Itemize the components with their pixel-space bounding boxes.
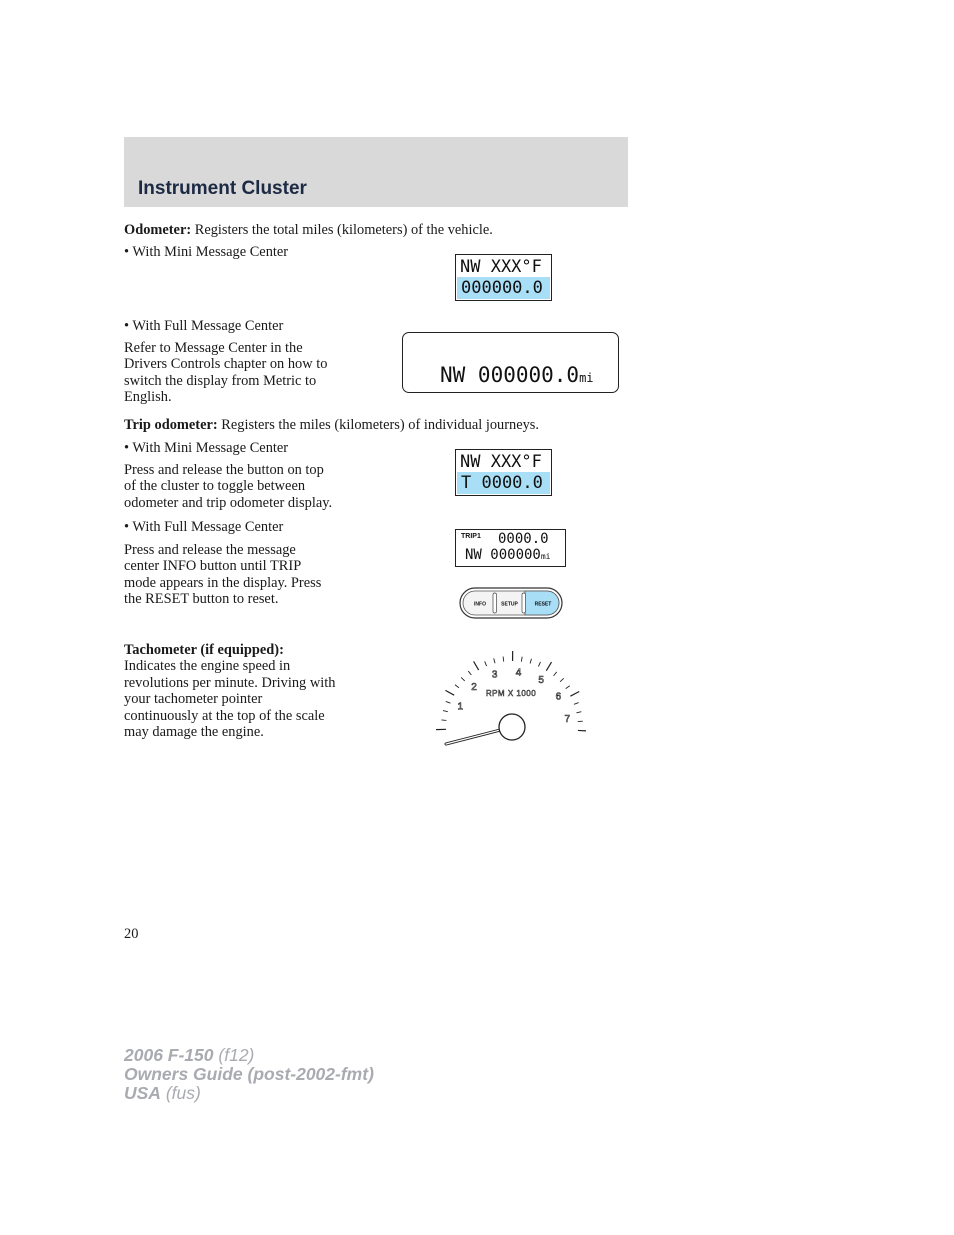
trip-full-note-line: the RESET button to reset.	[124, 591, 279, 608]
tachometer-tick	[578, 730, 586, 731]
trip-paragraph	[124, 417, 539, 433]
section-header	[124, 137, 628, 207]
tach-desc-line: your tachometer pointer	[124, 691, 263, 708]
tachometer-gauge	[436, 648, 586, 750]
trip-full-note-line: mode appears in the display. Press	[124, 574, 322, 591]
footer-model-code: (f12)	[218, 1045, 255, 1065]
footer-line-guide	[124, 1065, 374, 1084]
odometer-note-line: switch the display from Metric to	[124, 372, 317, 389]
tachometer-tick	[494, 658, 495, 663]
tachometer-tick	[474, 661, 479, 670]
page-number: 20	[124, 926, 139, 942]
tachometer-number: 4	[515, 667, 522, 679]
tachometer-tick	[570, 692, 579, 697]
odometer-desc: Registers the total miles (kilometers) of the vehicle.	[194, 222, 493, 238]
tachometer-hub	[499, 714, 525, 740]
full-trip-display	[455, 529, 566, 567]
trip-full-note-line: Press and release the message	[124, 542, 296, 558]
full-odometer-unit: mi	[579, 371, 594, 385]
tachometer-tick	[445, 690, 454, 695]
tachometer-number: 1	[457, 701, 464, 713]
tach-desc-line: revolutions per minute. Driving with	[124, 674, 336, 691]
footer-market-code: (fus)	[165, 1083, 201, 1103]
tachometer-tick	[468, 671, 471, 675]
footer-guide: Owners Guide (post-2002-fmt)	[124, 1064, 374, 1084]
tachometer-tick	[521, 657, 522, 662]
tachometer-tick	[566, 686, 570, 689]
tachometer-number: 5	[538, 675, 544, 687]
odometer-note-line: Drivers Controls chapter on how to	[124, 356, 328, 373]
trip-label: TRIP1	[461, 533, 481, 540]
footer-market: USA	[124, 1083, 161, 1103]
mini-odometer-line2: 000000.0	[457, 277, 550, 299]
mini-trip-display	[455, 449, 552, 496]
odometer-paragraph	[124, 222, 493, 238]
tachometer-tick	[574, 703, 579, 705]
full-trip-value: NW 000000	[465, 547, 541, 563]
trip-bullet-mini: • With Mini Message Center	[124, 440, 289, 456]
page-footer	[124, 1046, 374, 1103]
tachometer-tick	[503, 657, 504, 662]
button-divider	[522, 593, 526, 613]
trip-mini-note-line: odometer and trip odometer display.	[124, 494, 333, 511]
odometer-bullet-full: • With Full Message Center	[124, 318, 284, 334]
footer-line-market	[124, 1084, 374, 1103]
tach-desc-line: may damage the engine.	[124, 724, 264, 741]
trip-term: Trip odometer:	[124, 417, 218, 433]
mini-trip-line2: T 0000.0	[457, 472, 550, 494]
tach-paragraph	[124, 642, 335, 740]
tach-desc-line: Indicates the engine speed in	[124, 658, 291, 675]
info-button: INFO	[474, 601, 486, 608]
setup-button: SETUP	[501, 601, 518, 608]
odometer-note-line: Refer to Message Center in the	[124, 340, 303, 356]
full-trip-line2	[465, 547, 565, 565]
message-center-buttons	[459, 587, 563, 619]
tachometer-number: 6	[555, 691, 562, 703]
trip-desc: Registers the miles (kilometers) of individual journeys.	[221, 417, 539, 433]
trip-full-note	[124, 542, 321, 608]
tachometer-tick	[485, 661, 487, 666]
tachometer-tick	[560, 678, 564, 681]
tachometer-label: RPM X 1000	[485, 689, 537, 698]
tachometer-tick	[530, 659, 531, 664]
tach-term: Tachometer (if equipped):	[124, 642, 284, 658]
button-divider	[493, 593, 497, 613]
odometer-term: Odometer:	[124, 222, 192, 238]
tachometer-number: 3	[491, 669, 498, 681]
tachometer-tick	[554, 672, 557, 676]
tachometer-tick	[455, 685, 459, 688]
full-odometer-value: NW 000000.0	[440, 363, 580, 387]
full-trip-unit: mi	[540, 552, 551, 561]
tachometer-number: 2	[471, 681, 477, 693]
trip-mini-note	[124, 462, 332, 511]
tachometer-tick	[576, 712, 581, 713]
full-odometer-reading	[440, 363, 618, 390]
tach-desc-line: continuously at the top of the scale	[124, 707, 325, 724]
mini-odometer-line1: NW XXX°F	[460, 257, 542, 277]
section-title: Instrument Cluster	[138, 178, 307, 199]
reset-button: RESET	[534, 601, 552, 608]
trip-mini-note-line: Press and release the button on top	[124, 462, 324, 478]
footer-line-model	[124, 1046, 374, 1065]
footer-model: 2006 F-150	[124, 1045, 214, 1065]
trip-full-note-line: center INFO button until TRIP	[124, 558, 302, 575]
tachometer-tick	[446, 701, 451, 703]
odometer-note-line: English.	[124, 389, 172, 406]
odometer-bullet-mini: • With Mini Message Center	[124, 244, 289, 260]
full-trip-line1: 0000.0	[498, 531, 549, 547]
mini-trip-line1: NW XXX°F	[460, 452, 542, 472]
tachometer-number: 7	[564, 713, 571, 725]
full-odometer-display	[402, 332, 619, 393]
tachometer-tick	[538, 662, 540, 667]
tachometer-tick	[443, 711, 448, 712]
odometer-note	[124, 340, 327, 406]
trip-bullet-full: • With Full Message Center	[124, 519, 284, 535]
tachometer-tick	[461, 677, 465, 680]
trip-mini-note-line: of the cluster to toggle between	[124, 478, 306, 495]
mini-odometer-display	[455, 254, 552, 301]
tachometer-tick	[546, 662, 551, 671]
